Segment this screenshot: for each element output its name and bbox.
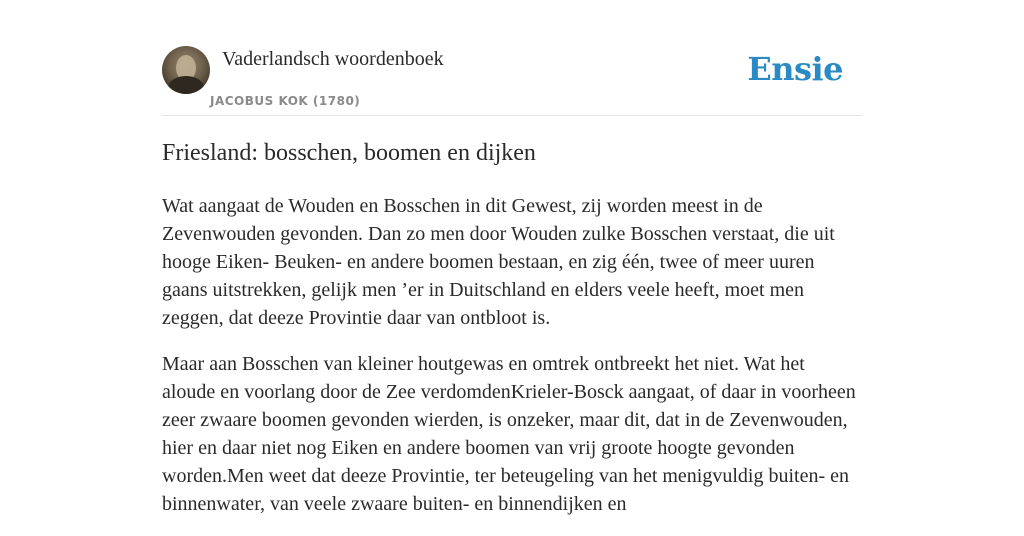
author-name[interactable]: JACOBUS KOK (1780) xyxy=(210,94,361,108)
article-paragraph: Maar aan Bosschen van kleiner houtgewas en omtrek ontbreekt het niet. Wat het aloude en voorlang door de Zee verdomdenKrieler-Bosck aangaat, of daar in voorheen zeer zwaare boomen gevonden wierden, is onzeker, maar dit, dat in de Zevenwouden, hier en daar niet nog Eiken en andere boomen van vrij groote hoogte gevonden worden.Men weet dat deeze Provintie, ter beteugeling van het menigvuldig buiten- en binnenwater, van veele zwaare buiten- en binnendijken en xyxy=(162,353,856,515)
article-title: Friesland: bosschen, boomen en dijken xyxy=(162,140,536,166)
book-title[interactable]: Vaderlandsch woordenboek xyxy=(222,48,444,70)
page-header xyxy=(162,46,862,116)
article-paragraph: Wat aangaat de Wouden en Bosschen in dit Gewest, zij worden meest in de Zevenwouden gevonden. Dan zo men door Wouden zulke Bosschen verstaat, die uit hooge Eiken- Beuken- en andere boomen bestaan, en zig één, twee of meer uuren gaans uitstrekken, gelijk men ’er in Duitschland en elders veele heeft, moet men zeggen, dat deeze Provintie daar van ontbloot is. xyxy=(162,195,835,329)
avatar-coat xyxy=(168,76,204,94)
article-body xyxy=(162,192,862,536)
ensie-logo[interactable]: Ensie xyxy=(747,50,843,88)
header-divider xyxy=(162,115,862,116)
author-avatar[interactable] xyxy=(162,46,210,94)
